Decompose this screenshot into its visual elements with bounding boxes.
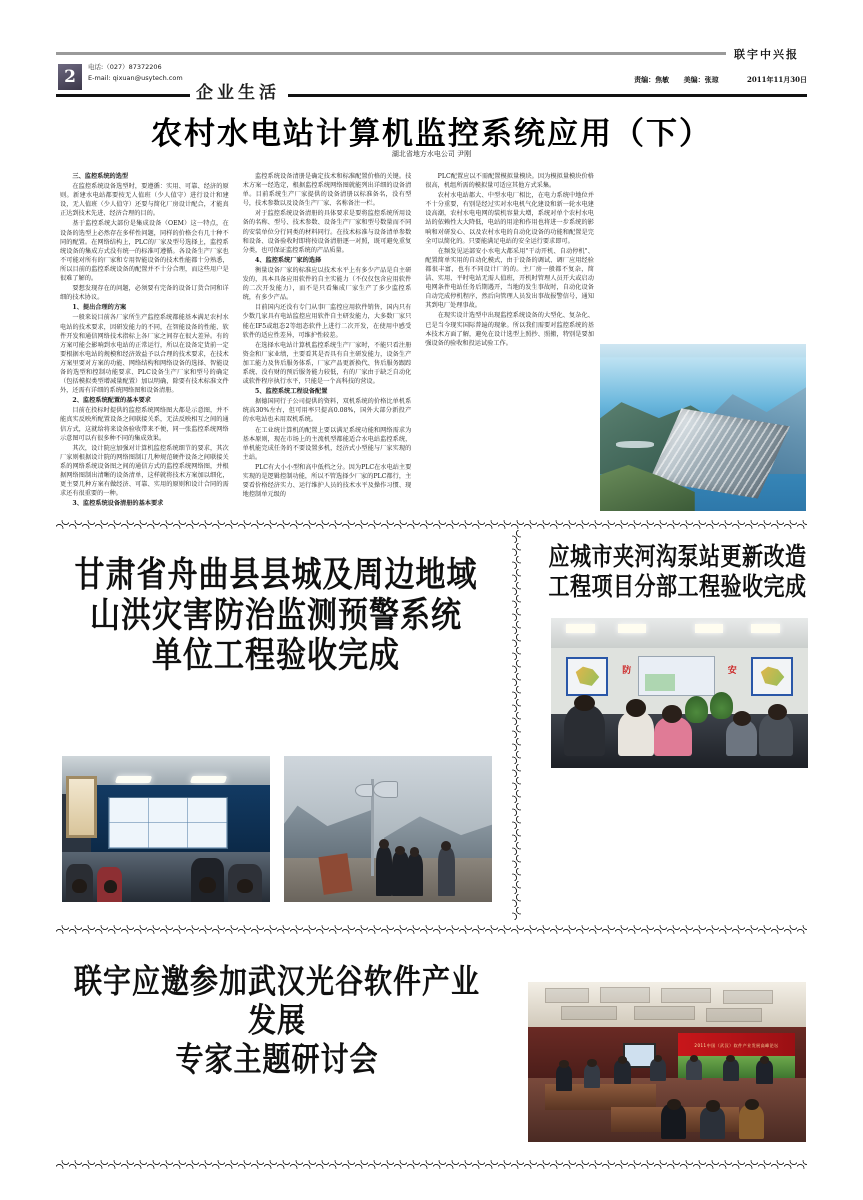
paragraph: PLC有大小小型和高中低档之分。因为PLC在水电站主要实现的是逻辑控制功能，所以不管选择少厂家的PLC都行，主要看价格经济实力、运行维护人员的技术水平及操作习惯、现地控制单元级的 [242, 463, 412, 499]
ceiling-coffer [661, 988, 711, 1002]
paragraph: 据德国同行子公司提供的资料，双机系统的价格比单机系统高30%左右，但可用率只提高0.08%，国外大部分新投产的水电站也未用双机系统。 [242, 398, 412, 424]
dam-aerial-photo [600, 344, 806, 511]
red-character-fang: 防 [622, 666, 632, 677]
person [376, 847, 393, 897]
paragraph: 三、监控系统的选型 [72, 173, 129, 180]
mountain-loudspeaker-photo [284, 756, 492, 902]
person [438, 848, 455, 896]
ceiling-lamp [115, 776, 153, 783]
paragraph: 5、监控系统工程设备配置 [255, 388, 328, 396]
paragraph: 基于监控系统大部份是集成设备（OEM）这一特点，在设备的选型上必然存在多样性问题，同样的价格会有几十种不同的配置。在网络结构上，PLC的厂家及型号选择上，监控系统设备的集成方式没有统一的标准可遵循。各设备生产厂家也不可能对所有的厂家和专用智能设备的技术性能都十分熟悉，所以目前的监控系统设备的配置并不十分合理，而这些用户是很难了解的。 [60, 220, 229, 283]
article4-title-line-1: 联宇应邀参加武汉光谷软件产业发展 [73, 962, 480, 1040]
attendee-head [760, 1056, 769, 1064]
person-head [104, 880, 118, 893]
attendee-head [745, 1099, 759, 1110]
article1-byline: 湖北省地方水电公司 尹刚 [391, 150, 472, 158]
ceiling-light [566, 624, 594, 633]
window [66, 776, 97, 837]
attendee [756, 1060, 773, 1084]
paragraph: 目前国内还没有专门从事厂监控应用软件销售，国内只有少数几家具有电站监控应用软件自主研发能力，大多数厂家只能在IF5或组态2等组态软件上进行二次开发，在使用中感受软件的适应性差异，可维护性较差。 [242, 304, 412, 339]
attendee [723, 1059, 740, 1081]
paragraph: 在监控系统设备选型时，要遵循：实用、可靠、经济的原则。新建水电站都要按无人值班（少人值守）进行设计和建设，无人值班（少人值守）还要与简化厂房设计配合，才能真正达到技术先进、经济合理的目的。 [60, 183, 229, 218]
article4-title [62, 962, 492, 1079]
projection-screen [638, 656, 715, 697]
contact-info [88, 62, 183, 84]
ceiling-coffer [561, 1006, 617, 1020]
ceiling-coffer [706, 1008, 762, 1022]
person-head [237, 879, 254, 894]
paragraph: 在选择水电站计算机监控系统生产厂家时，不能只看注册资金和厂家业绩，主要看其是否具有自主研发能力，设备生产加工能力及售后服务体系，厂家产品更新换代、售后服务跟踪系统、没有财的预后服务能力较低，有的厂家由于缺乏自动化或软件程序执行水平，只能是一个高科技的营设。 [242, 341, 412, 386]
paragraph: 1、提出合理的方案 [72, 304, 127, 312]
wavy-divider-vertical [512, 530, 521, 920]
paragraph: 在现实设计选型中出现监控系统设备的大型化、复杂化、已是当今现实国际普遍的现象。所以我们需要对监控系统的基本技术方面了解，避免在设计选型上照抄、照搬，特别是要加强设备的验收和投运试验工作。 [425, 312, 594, 347]
potted-plant [685, 696, 708, 723]
paragraph: 农村水电站都大、中型水电厂相比，在电力系统中地位并不十分重要，有别是经过实对水电机气化建设和新一轮水电建设高潮，农村水电电网的装机容量大增，系统对单个农村水电站的依赖性大大降低，电站的用途和作用也将进一步系统的影响和对研发心、以及农村水电的自动化设备的功能和配置是完全可以简化的。只要能满足电站的安全运行要求即可。 [425, 192, 594, 245]
header-rule-right [288, 94, 807, 97]
ceiling-coffer [545, 988, 589, 1002]
ceiling-coffer [723, 990, 773, 1004]
person-head [410, 847, 420, 856]
loudspeaker-horn [373, 781, 398, 799]
attendee [556, 1065, 573, 1091]
article4-title-line-2: 专家主题研讨会 [175, 1039, 379, 1079]
article2-title-line-3: 单位工程验收完成 [152, 635, 400, 677]
paragraph: 其次，设计院应加强对计算机监控系统细节的要求，其次厂家则根据设计院的网络图制订几种规范硬件设备之间联接关系的网络系统设备图之间的通信方式的监控系统网络图，并根据网络图制出清晰的设备清单，这样就将技术方案加以细化，更主要几种方案有做经济、可靠、实用的原则和设计合同的需求还有很重要的一种。 [60, 444, 229, 498]
ceiling-coffer [600, 987, 650, 1003]
ceiling-coffer [634, 1006, 695, 1020]
control-room-illustration [62, 756, 270, 902]
wall-map-right [751, 657, 792, 696]
wavy-divider-mid [56, 925, 807, 934]
attendee [564, 705, 605, 756]
article1-body-2 [243, 172, 412, 499]
ceiling-light [618, 624, 646, 633]
attendee-head [626, 699, 647, 717]
article1-body-1 [60, 172, 229, 508]
loudspeaker-horn [355, 784, 374, 797]
attendee [700, 1107, 725, 1139]
person [407, 854, 424, 896]
forum-banner-text: 2011中国（武汉）软件产业发展高峰论坛 [694, 1042, 779, 1048]
page-number-badge: 2 [58, 64, 82, 90]
attendee-head [574, 695, 595, 712]
ceiling-lamp [190, 776, 228, 783]
attendee-head [587, 1059, 596, 1067]
paragraph: 2、监控系统配置的基本要求 [72, 397, 151, 405]
water-highlight [616, 441, 653, 448]
attendee-head [618, 1056, 627, 1063]
dam-illustration [600, 344, 806, 511]
potted-plant [710, 692, 733, 719]
article2-title [62, 556, 490, 676]
paper-masthead-name: 联宇中兴报 [726, 46, 807, 62]
meeting-room-photo [551, 618, 808, 768]
paragraph: 要想发现存在的问题，必须要有完备的设备订货合同和详细的技术协议。 [60, 285, 229, 302]
paragraph: 对于监控系统设备清册的具体要求是要将监控系统所用设备的名称、型号、技术参数、设备生产厂家和型号数量而不同的安装单位分行同类的材料同行。在技术标准与设备清单参数和设备、设备验收时即将按设备清册逐一对照，既可避免重复分类，也可保证监控系统的产品质量。 [242, 210, 412, 254]
paragraph: 在工业统计算机的配置上要以满足系统功能和网络需求为基本原则，现在市场上的主流机型都能适合水电站监控系统，单机能完成任务的不要设置多机，经济式小型能与厂家实现的主站。 [242, 426, 412, 461]
article1-column-1 [60, 172, 229, 512]
responsible-editor: 责编：焦敏 [634, 76, 670, 84]
meeting-illustration [551, 618, 808, 768]
paragraph: 4、监控系统厂家的选择 [255, 256, 322, 264]
wall-map-left [566, 657, 607, 696]
attendee [759, 714, 792, 756]
signboard [319, 853, 353, 895]
attendee-head [662, 705, 683, 723]
ceiling-light [751, 624, 779, 633]
section-tag: 企业生活 [196, 83, 280, 103]
article3-title [545, 542, 810, 602]
paragraph: 目前在投标时提供的监控系统网络图大都是示意图，并不能真实反映所配置设备之间联接关系，无法反映相互之间的通信方式，这就给将来设备验收带来不便，同一张监控系统网络示意图可以有很多种不同的集成效果。 [60, 407, 229, 442]
control-room-photo [62, 756, 270, 902]
article3-title-line-2: 工程项目分部工程验收完成 [548, 572, 807, 601]
attendee-head [667, 1099, 681, 1110]
forum-hall-illustration [528, 982, 806, 1142]
article2-photo-row [62, 756, 492, 902]
video-wall-screen [108, 797, 229, 850]
art-editor: 美编：张琼 [683, 76, 719, 84]
wavy-divider-bottom [56, 1160, 807, 1169]
article3-title-line-1: 应城市夹河沟泵站更新改造 [548, 542, 807, 571]
attendee [584, 1064, 601, 1088]
person-head [199, 877, 216, 893]
article1-column-3 [425, 172, 594, 512]
ceiling [551, 618, 808, 651]
ceiling-light [695, 624, 723, 633]
attendee [650, 1059, 665, 1081]
attendee [739, 1105, 764, 1139]
article2-title-line-1: 甘肃省舟曲县县城及周边地域 [74, 554, 478, 597]
contact-phone: 电话:（027）87372206 [88, 63, 162, 71]
paragraph: 一般来说目前各厂家所生产监控系统都能基本满足农村水电站的技术要求，因研发能力的不同，在智能设备的性能、软件开发和通信网络技术指标上各厂家之间存在很大差异。有的方案可能会影响到水电站的正常运行，所以在设备定货前一定要根据水电站的规模和经济效益予以合理的技术要求，在技术方案里要对方案的功能、网络结构和网络设备的选择、智能设备的选型和控制功能要求、PLC设备生产厂家和型号的确定（包括模拟类型增减量配置）加以明确，除要有技术标准文件外，还需有详细的系统网络图和设备清册。 [60, 314, 229, 395]
person-head [72, 879, 87, 894]
issue-date: 2011年11月30日 [747, 75, 807, 84]
article1-title: 农村水电站计算机监控系统应用（下） [151, 116, 712, 152]
attendee-head [706, 1100, 720, 1111]
article1-body-3 [425, 172, 594, 348]
paragraph: 监控系统设备清册是确定技术和标准配置价格的关键。技术方案一经选定，根据监控系统网络图就能列出详细的设备清单。目前系统生产厂家提供的设备清册以标准备名，没有型号，技术参数以及设备生产厂家、名称备注一栏。 [242, 173, 412, 208]
article1-column-2 [243, 172, 412, 512]
paragraph: 3、监控系统设备清册的基本要求 [72, 500, 164, 508]
paragraph: PLC配置应以不需配置模拟量模块。因为模拟量模块价格很高，机组所需的模拟量可适应其他方式采集。 [425, 173, 594, 190]
top-rule [56, 52, 807, 55]
mountain-illustration [284, 756, 492, 902]
forum-hall-photo [528, 982, 806, 1142]
attendee [614, 1060, 631, 1084]
header-rule-left [56, 94, 190, 97]
paragraph: 衡量设备厂家的标准应以技术水平上有多少产品是自主研发的，具本具备应用软件的自主实能力（不仅仅包含应用软件的二次开发能力），而不是只看集成厂家生产了多少监控系统，有多少产品。 [242, 266, 412, 302]
article2-title-line-2: 山洪灾害防治监测预警系统 [90, 594, 462, 637]
editors-line [622, 75, 807, 85]
person-head [395, 846, 405, 855]
attendee [618, 711, 654, 756]
wavy-divider-top [56, 520, 807, 529]
red-character-an: 安 [727, 666, 737, 677]
contact-email: E-mail: qixuan@usytech.com [88, 74, 183, 82]
paragraph: 在频发见运部安小水电大都采用"干动开机、自动停机"、配置简单实用的自动化模式，由于设备的调试、调厂应用经验都很丰富，也有不同设计厂的的。主厂房一般都不复杂，简洁、实用、平时电站无需人值班，开机时管理人员开大或启动电网条件电站任务后期遇开，当地的发生事故时，自动化设备自动完成停机程序，然后向管理人员发出事故报警信号，通知其到电厂处理事故。 [425, 247, 594, 310]
